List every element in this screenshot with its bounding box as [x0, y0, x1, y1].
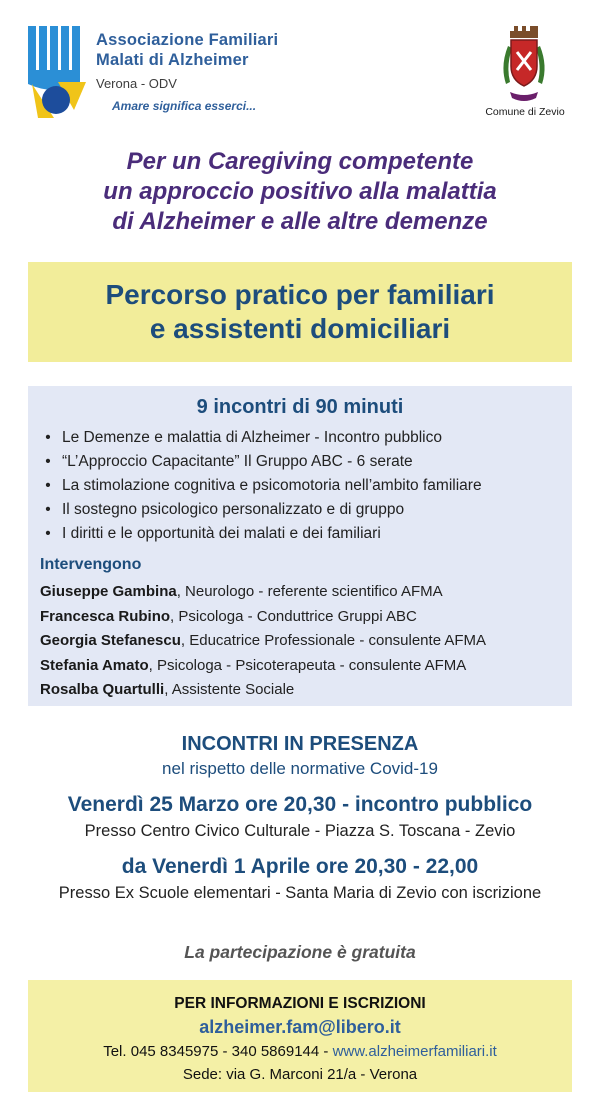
contact-title: PER INFORMAZIONI E ISCRIZIONI: [174, 995, 426, 1012]
afma-logo-icon: [28, 26, 90, 118]
speaker-role: , Neurologo - referente scientifico AFMA: [176, 583, 443, 600]
speaker-name: Stefania Amato: [40, 656, 149, 674]
contact-phones: [28, 1040, 572, 1064]
program-box: [28, 386, 572, 706]
bullet-icon: •: [45, 477, 51, 494]
speaker-role: , Psicologa - Conduttrice Gruppi ABC: [170, 607, 417, 625]
bullet-icon: •: [45, 429, 51, 446]
speakers-heading: Intervengono: [40, 556, 142, 573]
headline-line3: di Alzheimer e alle altre demenze: [112, 208, 488, 235]
banner-title: [28, 278, 572, 346]
banner-line1: Percorso pratico per familiari: [105, 279, 495, 310]
speaker-role: , Educatrice Professionale - consulente AFMA: [180, 632, 487, 649]
free-participation-note: La partecipazione è gratuita: [184, 942, 416, 962]
main-headline: [0, 147, 600, 237]
phone-numbers: Tel. 045 8345975 - 340 5869144 -: [103, 1043, 333, 1060]
event1-title: Venerdì 25 Marzo ore 20,30 - incontro pubblico: [67, 793, 533, 816]
event2-title: da Venerdì 1 Aprile ore 20,30 - 22,00: [121, 855, 479, 878]
headline-line1: Per un Caregiving competente: [126, 148, 474, 175]
organization-name: [96, 30, 278, 70]
topic-text: I diritti e le opportunità dei malati e dei familiari: [62, 525, 381, 542]
meetings-subtitle: nel rispetto delle normative Covid-19: [162, 759, 438, 778]
comune-label: Comune di Zevio: [485, 106, 565, 118]
topics-list: [42, 426, 482, 546]
topic-text: Il sostegno psicologico personalizzato e di gruppo: [62, 501, 405, 518]
header: [0, 0, 600, 130]
speakers-list: [40, 580, 486, 703]
contact-email-link[interactable]: alzheimer.fam@libero.it: [199, 1017, 401, 1037]
topic-text: La stimolazione cognitiva e psicomotoria nell’ambito familiare: [62, 477, 482, 494]
website-link[interactable]: www.alzheimerfamiliari.it: [332, 1043, 497, 1060]
event2-place: Presso Ex Scuole elementari - Santa Maria di Zevio con iscrizione: [58, 884, 542, 902]
org-name-line2: Malati di Alzheimer: [96, 51, 249, 69]
speaker-name: Francesca Rubino: [40, 607, 171, 625]
speaker-item: [40, 629, 486, 654]
speaker-name: Rosalba Quartulli: [40, 681, 165, 698]
bullet-icon: •: [45, 525, 51, 542]
speaker-role: , Psicologa - Psicoterapeuta - consulente AFMA: [148, 656, 467, 674]
meetings-title: INCONTRI IN PRESENZA: [181, 733, 419, 755]
speaker-name: Giuseppe Gambina: [40, 583, 177, 600]
topic-item: [42, 474, 482, 498]
topic-item: [42, 522, 482, 546]
speaker-role: , Assistente Sociale: [164, 681, 295, 698]
contact-address: Sede: via G. Marconi 21/a - Verona: [182, 1066, 418, 1083]
topic-item: [42, 426, 482, 450]
bullet-icon: •: [45, 501, 51, 518]
comune-crest-icon: [498, 26, 550, 108]
speaker-item: [40, 678, 486, 703]
speaker-name: Georgia Stefanescu: [40, 632, 181, 649]
org-name-line1: Associazione Familiari: [96, 31, 279, 49]
program-heading: 9 incontri di 90 minuti: [196, 396, 404, 418]
meetings-section: [0, 731, 600, 905]
event1-place: Presso Centro Civico Culturale - Piazza S. Toscana - Zevio: [84, 822, 516, 840]
banner-line2: e assistenti domiciliari: [149, 313, 451, 344]
bullet-icon: •: [45, 453, 51, 470]
speaker-item: [40, 605, 486, 630]
topic-text: Le Demenze e malattia di Alzheimer - Incontro pubblico: [62, 429, 442, 446]
topic-item: [42, 450, 482, 474]
speaker-item: [40, 580, 486, 605]
org-city: Verona - ODV: [96, 76, 177, 91]
course-banner: [28, 262, 572, 362]
headline-line2: un approccio positivo alla malattia: [103, 178, 497, 205]
topic-text: “L’Approccio Capacitante” Il Gruppo ABC - 6 serate: [62, 453, 413, 470]
contact-box: [28, 980, 572, 1092]
topic-item: [42, 498, 482, 522]
speaker-item: [40, 654, 486, 679]
org-slogan: Amare significa esserci...: [112, 99, 257, 113]
